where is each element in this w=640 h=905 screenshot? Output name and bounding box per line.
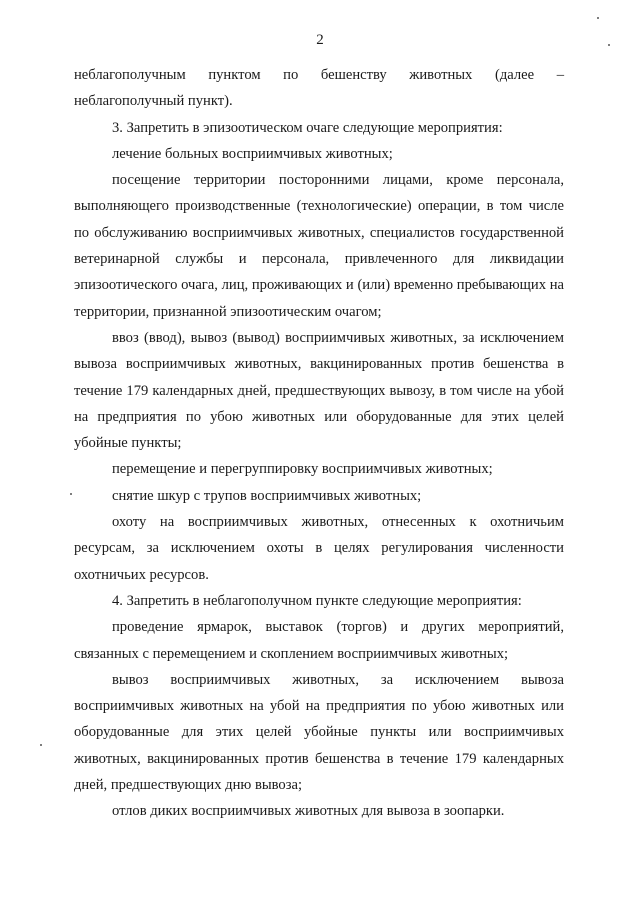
document-body (74, 62, 564, 825)
scan-speck (40, 744, 42, 746)
paragraph-regrouping: перемещение и перегруппировку восприимчивых животных; (112, 461, 493, 478)
paragraph-removal: вывоз восприимчивых животных, за исключением вывоза восприимчивых животных на убой на предприятия по убою животных или оборудованные для этих целей убойные пункты или восприимчивых животных, вакцинированных против бешенства в течение 179 календарных дней, предшествующих дню вывоза; (74, 671, 564, 794)
scan-speck (70, 493, 72, 495)
paragraph-treatment: лечение больных восприимчивых животных; (112, 145, 393, 162)
paragraph-hunting: охоту на восприимчивых животных, отнесенных к охотничьим ресурсам, за исключением охоты в целях регулирования численности охотничьих ресурсов. (74, 514, 564, 583)
page-number: 2 (316, 32, 324, 48)
paragraph-import-export: ввоз (ввод), вывоз (вывод) восприимчивых животных, за исключением вывоза восприимчивых животных, вакцинированных против бешенства в течение 179 календарных дней, предшествующих вывозу, в том числе на убой на предприятия по убою животных или оборудованные для этих целей убойные пункты; (74, 329, 564, 452)
paragraph-item-3: 3. Запретить в эпизоотическом очаге следующие мероприятия: (112, 119, 503, 136)
paragraph-item-4: 4. Запретить в неблагополучном пункте следующие мероприятия: (112, 592, 522, 609)
paragraph-skinning: снятие шкур с трупов восприимчивых животных; (112, 487, 422, 504)
scan-speck (608, 44, 610, 46)
paragraph-capture: отлов диких восприимчивых животных для вывоза в зоопарки. (112, 803, 505, 820)
paragraph-visits: посещение территории посторонними лицами, кроме персонала, выполняющего производственные (технологические) операции, в том числе по обслуживанию восприимчивых животных, специалистов государственной ветеринарной службы и персонала, привлеченного для ликвидации эпизоотического очага, лиц, проживающих и (или) временно пребывающих на территории, признанной эпизоотическим очагом; (74, 172, 564, 320)
paragraph-continuation: неблагополучным пунктом по бешенству животных (далее – неблагополучный пункт). (74, 67, 564, 110)
paragraph-fairs: проведение ярмарок, выставок (торгов) и других мероприятий, связанных с перемещением и скоплением восприимчивых животных; (74, 619, 564, 662)
scan-speck (597, 17, 599, 19)
